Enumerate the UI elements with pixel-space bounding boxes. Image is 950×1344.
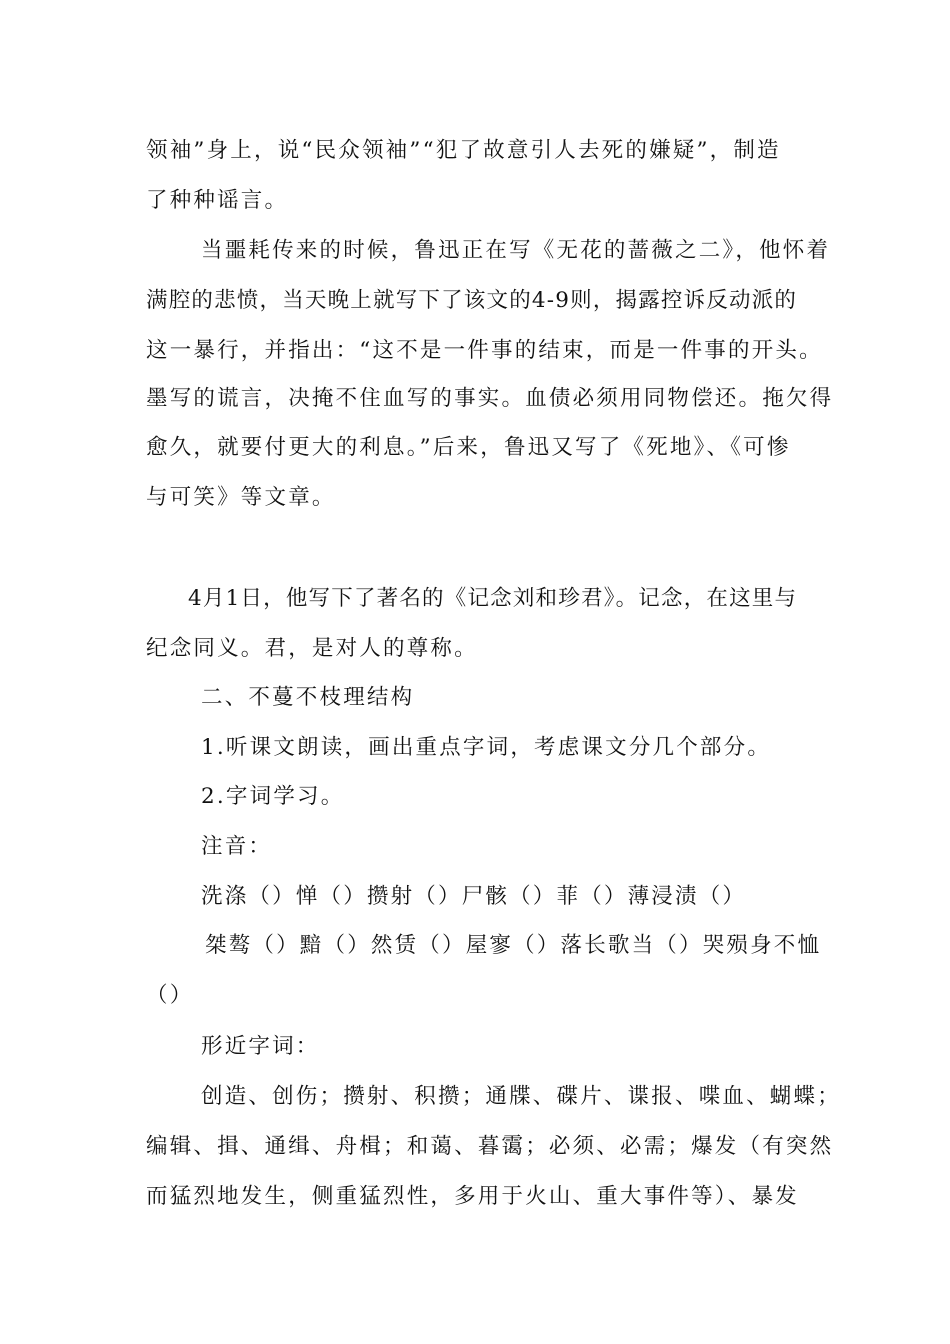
text-line: 注音：	[201, 834, 273, 859]
text-line: 形近字词：	[201, 1034, 320, 1059]
text-line: 桀骜（）黯（）然赁（）屋寥（）落长歌当（）哭殒身不恤	[205, 933, 822, 958]
text-line: 1.听课文朗读，画出重点字词，考虑课文分几个部分。	[201, 735, 772, 760]
text-line: 墨写的谎言，决掩不住血写的事实。血债必须用同物偿还。拖欠得	[146, 386, 834, 411]
text-line: 而猛烈地发生，侧重猛烈性，多用于火山、重大事件等）、暴发	[146, 1184, 799, 1209]
text-line: 与可笑》等文章。	[146, 485, 336, 510]
text-line: 编辑、揖、通缉、舟楫；和蔼、暮霭；必须、必需；爆发（有突然	[146, 1134, 834, 1159]
text-line: 洗涤（）惮（）攒射（）尸骸（）菲（）薄浸渍（）	[201, 884, 747, 909]
text-line: （）	[146, 983, 194, 1008]
section-heading: 二、不蔓不枝理结构	[201, 685, 415, 710]
text-line: 纪念同义。君，是对人的尊称。	[146, 636, 478, 661]
text-line: 满腔的悲愤，当天晚上就写下了该文的4-9则，揭露控诉反动派的	[146, 288, 798, 313]
text-line: 愈久，就要付更大的利息。”后来，鲁迅又写了《死地》、《可惨	[146, 435, 791, 460]
text-line: 当噩耗传来的时候，鲁迅正在写《无花的蔷薇之二》，他怀着	[201, 238, 831, 263]
text-line: 4月1日，他写下了著名的《记念刘和珍君》。记念，在这里与	[188, 586, 798, 611]
text-line: 领袖”身上，说“民众领袖”“犯了故意引人去死的嫌疑”，制造	[146, 138, 781, 163]
text-line: 这一暴行，并指出：“这不是一件事的结束，而是一件事的开头。	[146, 338, 823, 363]
text-line: 了种种谣言。	[146, 188, 289, 213]
text-line: 创造、创伤；攒射、积攒；通牒、碟片、谍报、喋血、蝴蝶；	[201, 1084, 841, 1109]
text-line: 2.字词学习。	[201, 784, 345, 809]
